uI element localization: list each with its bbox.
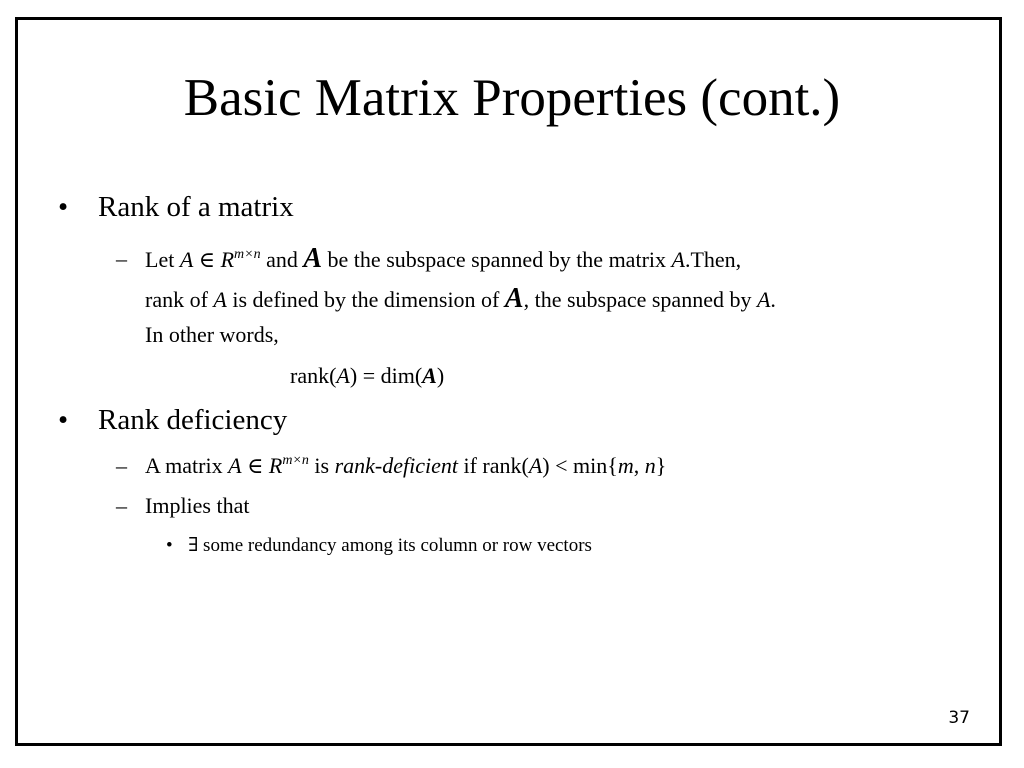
implies-that: Implies that bbox=[145, 493, 250, 518]
text-run: ∈ bbox=[193, 247, 221, 272]
bullet-marker: • bbox=[166, 535, 173, 556]
text-run: , the subspace spanned by bbox=[523, 287, 757, 312]
bullet-marker: • bbox=[58, 191, 69, 223]
definition-line-1 bbox=[145, 244, 741, 275]
redundancy-note: ∃ some redundancy among its column or row vectors bbox=[188, 535, 592, 556]
text-run: rank( bbox=[290, 363, 337, 388]
dash-marker: – bbox=[116, 246, 127, 271]
subspace-symbol: A bbox=[303, 243, 323, 274]
math-symbol: R bbox=[268, 453, 283, 478]
math-symbol: n bbox=[644, 453, 656, 478]
text-run: and bbox=[260, 247, 304, 272]
math-symbol: m bbox=[617, 453, 634, 478]
subspace-symbol: A bbox=[422, 363, 437, 388]
superscript: m×n bbox=[234, 247, 261, 262]
text-run: ∈ bbox=[241, 453, 269, 478]
rank-formula bbox=[290, 361, 444, 391]
text-run: A matrix bbox=[145, 453, 229, 478]
bullet-marker: • bbox=[58, 404, 69, 436]
page-number: 37 bbox=[948, 708, 970, 728]
math-symbol: A bbox=[213, 287, 227, 312]
math-symbol: A bbox=[528, 453, 543, 478]
text-run: . bbox=[770, 287, 776, 312]
definition-line-2 bbox=[145, 284, 776, 315]
text-run: is defined by the dimension of bbox=[226, 287, 505, 312]
text-run: ) bbox=[436, 363, 445, 388]
text-run: if rank( bbox=[457, 453, 529, 478]
math-symbol: A bbox=[336, 363, 350, 388]
math-symbol: A bbox=[671, 247, 685, 272]
dash-marker: – bbox=[116, 453, 127, 478]
definition-line-3: In other words, bbox=[145, 322, 279, 347]
math-symbol: A bbox=[179, 247, 194, 272]
bullet-rank-of-matrix: Rank of a matrix bbox=[98, 191, 294, 223]
text-run: , bbox=[633, 453, 645, 478]
dash-marker: – bbox=[116, 493, 127, 518]
text-run: } bbox=[655, 453, 667, 478]
rank-deficient-definition bbox=[145, 451, 666, 481]
text-run: ) = dim( bbox=[349, 363, 423, 388]
text-run: is bbox=[308, 453, 335, 478]
superscript: m×n bbox=[282, 453, 309, 468]
emphasized-term: rank-deficient bbox=[334, 453, 458, 478]
math-symbol: A bbox=[756, 287, 771, 312]
math-symbol: R bbox=[220, 247, 235, 272]
subspace-symbol: A bbox=[504, 283, 524, 314]
text-run: .Then, bbox=[684, 247, 742, 272]
bullet-rank-deficiency: Rank deficiency bbox=[98, 404, 288, 436]
text-run: rank of bbox=[145, 287, 214, 312]
text-run: Let bbox=[145, 247, 180, 272]
slide-title: Basic Matrix Properties (cont.) bbox=[183, 69, 841, 127]
text-run: be the subspace spanned by the matrix bbox=[322, 247, 672, 272]
math-symbol: A bbox=[228, 453, 242, 478]
text-run: ) < min{ bbox=[542, 453, 618, 478]
